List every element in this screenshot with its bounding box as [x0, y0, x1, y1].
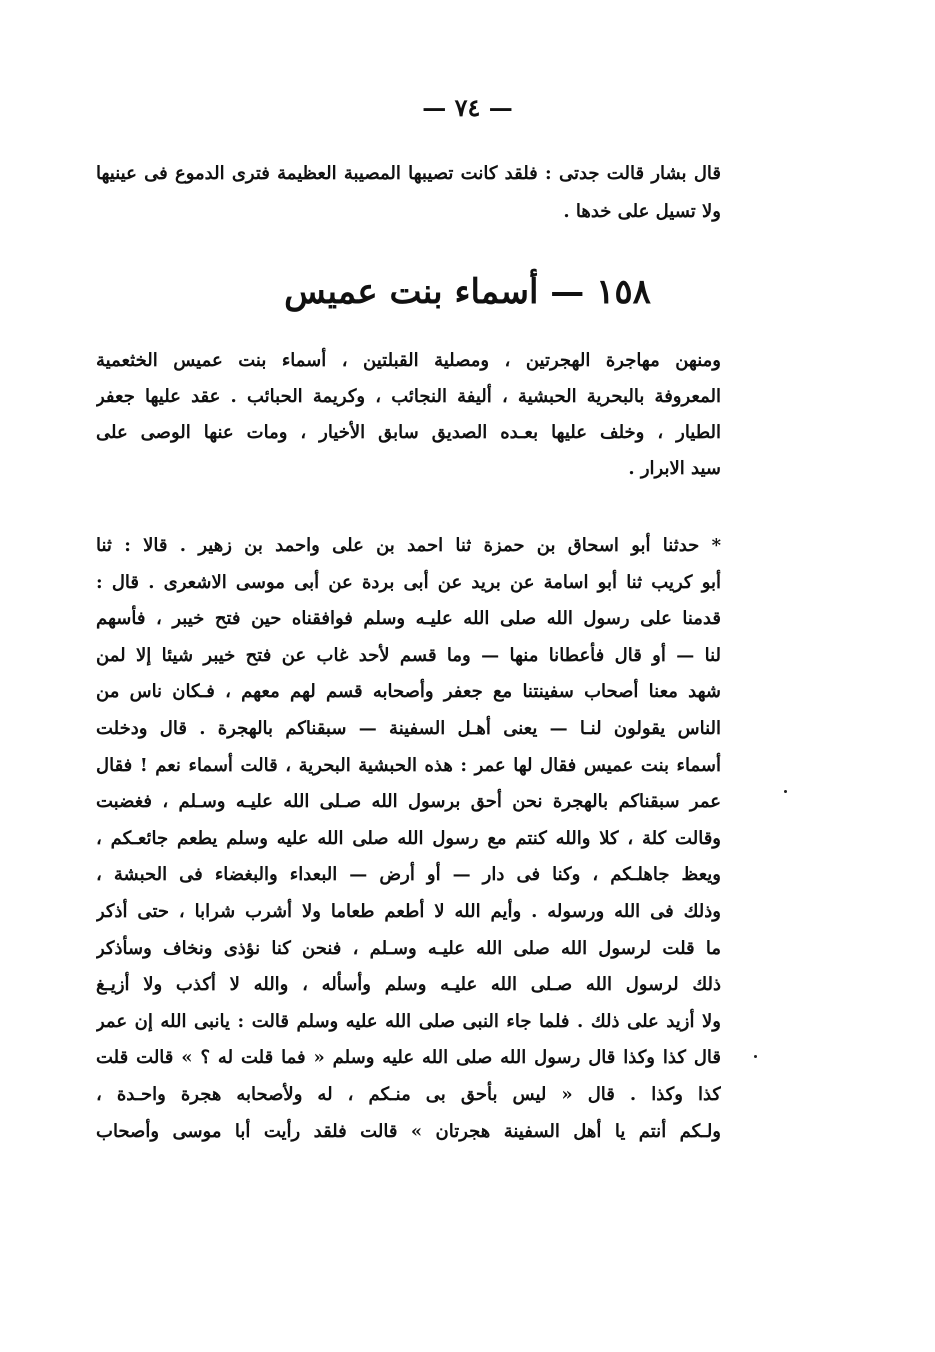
bio-line: الطيار ، وخلف عليها بعـده الصديق سابق الأخيار ، ومات عنها الوصى على — [96, 422, 721, 443]
hadith-line: ويعظ جاهلـكم ، وكنا فى دار — أو أرض — البعداء والبغضاء فى الحبشة ، — [96, 864, 721, 886]
section-heading: ١٥٨ — أسماء بنت عميس — [284, 272, 651, 312]
bio-line: المعروفة بالبحرية الحبشية ، أليفة النجائب ، وكريمة الحبائب . عقد عليها جعفر — [96, 386, 721, 407]
intro-line: ولا تسيل على خدها . — [563, 201, 721, 222]
hadith-line: قدمنا على رسول الله صلى الله عليـه وسلم فوافقناه حين فتح خيبر ، فأسهم — [96, 608, 721, 630]
bio-paragraph — [96, 343, 721, 487]
hadith-line: عمر سبقناكم بالهجرة نحن أحق برسول الله صـلى الله عليـه وسـلم ، فغضبت — [96, 791, 721, 813]
hadith-line: أسماء بنت عميس فقال لها عمر : هذه الحبشية البحرية ، قالت أسماء نعم ! فقال — [96, 754, 721, 776]
hadith-line: قال كذا وكذا قال رسول الله صلى الله عليه وسلم « فما قلت له ؟ » قالت قلت — [96, 1047, 721, 1069]
intro-paragraph — [96, 155, 721, 231]
hadith-line: لنا — أو قال فأعطانا منها — وما قسم لأحد غاب عن فتح خيبر شيئا إلا لمن — [96, 644, 721, 666]
intro-line: قال بشار قالت جدتى : فلقد كانت تصيبها المصيبة العظيمة فترى الدموع فى عينيها — [96, 163, 721, 184]
hadith-paragraph — [96, 528, 721, 1150]
bio-line: ومنهن مهاجرة الهجرتين ، ومصلية القبلتين ، أسماء بنت عميس الخثعمية — [96, 350, 721, 371]
hadith-line: وذلك فى الله ورسوله . وأيم الله لا أطعم طعاما ولا أشرب شرابا ، حتى أذكر — [96, 900, 721, 922]
scan-speck — [754, 1055, 757, 1058]
hadith-line: شهد معنا أصحاب سفينتنا مع جعفر وأصحابه قسم لهم معهم ، فـكان ناس من — [96, 681, 721, 703]
hadith-line: ولا أزيد على ذلك . فلما جاء النبى صلى الله عليه وسلم قالت : يانبى الله إن عمر — [96, 1010, 721, 1032]
hadith-line: * حدثنا أبو اسحاق بن حمزة ثنا احمد بن على واحمد بن زهير . قالا : ثنا — [96, 535, 721, 556]
hadith-line: ولـكم أنتم يا أهل السفينة هجرتان » قالت فلقد رأيت أبا موسى وأصحاب — [96, 1120, 721, 1142]
hadith-line: ذلك لرسول الله صـلى الله عليـه وسلم وأسأله ، والله لا أكذب ولا أزيـغ — [96, 974, 721, 996]
page-number: — ٧٤ — — [422, 93, 513, 122]
hadith-line: أبو كريب ثنا أبو اسامة عن بريد عن أبى بردة عن أبى موسى الاشعرى . قال : — [96, 571, 721, 593]
hadith-line: ما قلت لرسول الله صلى الله عليـه وسـلم ، فنحن كنا نؤذى ونخاف وسأذكر — [96, 937, 721, 959]
bio-line: سيد الابرار . — [628, 458, 721, 479]
hadith-line: وقالت كلة ، كلا والله كنتم مع رسول الله صلى الله عليه وسلم يطعم جائعـكم ، — [96, 827, 721, 849]
scan-speck — [784, 790, 787, 793]
hadith-line: كذا وكذا . قال « ليس بأحق بى منـكم ، له ولأصحابه هجرة واحـدة ، — [96, 1083, 721, 1105]
hadith-line: الناس يقولون لنـا — يعنى أهـل السفينة — سبقناكم بالهجرة . قال ودخلت — [96, 717, 721, 739]
